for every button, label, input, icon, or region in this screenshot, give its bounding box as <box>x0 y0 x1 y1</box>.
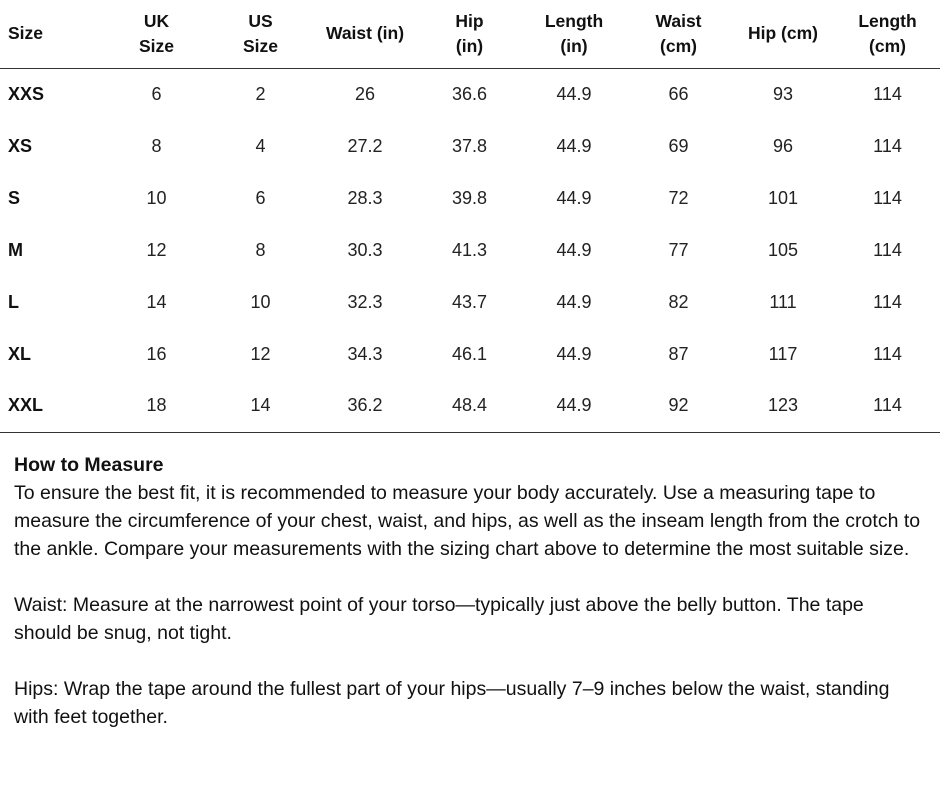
header-uk-size: UK Size <box>105 0 208 68</box>
cell-size: L <box>8 291 19 312</box>
cell-hip-cm: 123 <box>731 380 835 432</box>
header-length-in: Length (in) <box>522 0 626 68</box>
cell-us-size: 6 <box>255 187 266 208</box>
cell-us-size: 2 <box>255 84 266 105</box>
cell-size: XL <box>8 343 32 364</box>
cell-size: M <box>8 239 23 260</box>
cell-length-cm: 114 <box>873 187 902 208</box>
guide-intro-text: To ensure the best fit, it is recommended to measure your body accurately. Use a measuring tape to measure the circumference of your chest, waist, and hips, as well as the inseam length from the crotch to the ankle. Compare your measurements with the sizing chart above to determine the most suitable size. <box>14 481 921 560</box>
cell-length-in: 44.9 <box>556 84 592 105</box>
cell-length-cm: 114 <box>873 239 902 260</box>
cell-length-in: 44.9 <box>556 343 592 364</box>
cell-uk-size: 14 <box>146 291 167 312</box>
cell-waist-in: 30.3 <box>347 239 383 260</box>
cell-waist-in: 34.3 <box>347 343 383 364</box>
table-row <box>0 172 940 224</box>
cell-uk-size: 8 <box>151 135 162 156</box>
cell-hip-in: 39.8 <box>451 187 488 208</box>
header-size: Size <box>0 0 105 68</box>
cell-us-size: 4 <box>255 135 266 156</box>
cell-hip-in: 46.1 <box>451 343 488 364</box>
cell-waist-cm: 87 <box>668 343 689 364</box>
cell-us-size: 12 <box>250 343 271 364</box>
cell-hip-cm: 105 <box>767 239 799 260</box>
cell-uk-size: 6 <box>151 84 162 105</box>
cell-us-size: 10 <box>250 291 271 312</box>
cell-hip-in: 37.8 <box>451 135 488 156</box>
cell-hip-cm: 117 <box>768 343 798 364</box>
table-row <box>0 380 940 432</box>
cell-waist-cm: 92 <box>626 380 731 432</box>
cell-waist-in: 28.3 <box>347 187 383 208</box>
cell-hip-cm: 101 <box>767 187 799 208</box>
cell-length-cm: 114 <box>873 291 902 312</box>
guide-hips-text: Hips: Wrap the tape around the fullest part of your hips—usually 7–9 inches below the waist, standing with feet together. <box>14 677 890 728</box>
cell-size: S <box>8 187 21 208</box>
cell-waist-in: 26 <box>354 84 376 105</box>
cell-us-size: 14 <box>208 380 313 432</box>
cell-length-cm: 114 <box>873 343 902 364</box>
guide-title: How to Measure <box>14 453 164 476</box>
cell-size: XS <box>8 135 33 156</box>
guide-waist-text: Waist: Measure at the narrowest point of your torso—typically just above the belly button. The tape should be snug, not tight. <box>14 593 864 644</box>
header-us-size: US Size <box>208 0 313 68</box>
table-row <box>0 276 940 328</box>
cell-hip-cm: 93 <box>772 84 794 105</box>
table-row <box>0 224 940 276</box>
table-row <box>0 328 940 380</box>
cell-uk-size: 16 <box>146 343 167 364</box>
cell-length-in: 44.9 <box>522 380 626 432</box>
cell-size: XXS <box>8 84 45 105</box>
cell-hip-in: 43.7 <box>451 291 488 312</box>
header-waist-in: Waist (in) <box>313 0 417 68</box>
measuring-guide <box>0 433 940 731</box>
cell-length-in: 44.9 <box>556 291 592 312</box>
header-row <box>0 0 940 68</box>
cell-waist-in: 27.2 <box>347 135 383 156</box>
cell-size: XXL <box>0 380 105 432</box>
header-hip-cm: Hip (cm) <box>731 0 835 68</box>
table-body <box>0 68 940 432</box>
cell-waist-in: 32.3 <box>347 291 383 312</box>
cell-waist-cm: 72 <box>668 187 689 208</box>
cell-waist-cm: 69 <box>668 135 689 156</box>
cell-us-size: 8 <box>255 239 266 260</box>
cell-hip-in: 48.4 <box>417 380 522 432</box>
table-row <box>0 68 940 120</box>
header-hip-in: Hip (in) <box>417 0 522 68</box>
cell-waist-in: 36.2 <box>313 380 417 432</box>
cell-uk-size: 12 <box>146 239 167 260</box>
cell-waist-cm: 66 <box>668 84 689 105</box>
cell-waist-cm: 77 <box>668 239 689 260</box>
cell-length-in: 44.9 <box>556 135 592 156</box>
cell-waist-cm: 82 <box>668 291 689 312</box>
cell-hip-in: 41.3 <box>451 239 488 260</box>
header-length-cm: Length (cm) <box>835 0 940 68</box>
cell-length-cm: 114 <box>873 135 902 156</box>
header-waist-cm: Waist (cm) <box>626 0 731 68</box>
table-row <box>0 120 940 172</box>
cell-length-cm: 114 <box>873 84 902 105</box>
cell-length-cm: 114 <box>835 380 940 432</box>
cell-length-in: 44.9 <box>556 187 592 208</box>
cell-length-in: 44.9 <box>556 239 592 260</box>
cell-uk-size: 18 <box>105 380 208 432</box>
cell-hip-cm: 96 <box>772 135 794 156</box>
cell-uk-size: 10 <box>146 187 167 208</box>
table-header <box>0 0 940 68</box>
cell-hip-in: 36.6 <box>451 84 488 105</box>
cell-hip-cm: 111 <box>769 291 797 312</box>
